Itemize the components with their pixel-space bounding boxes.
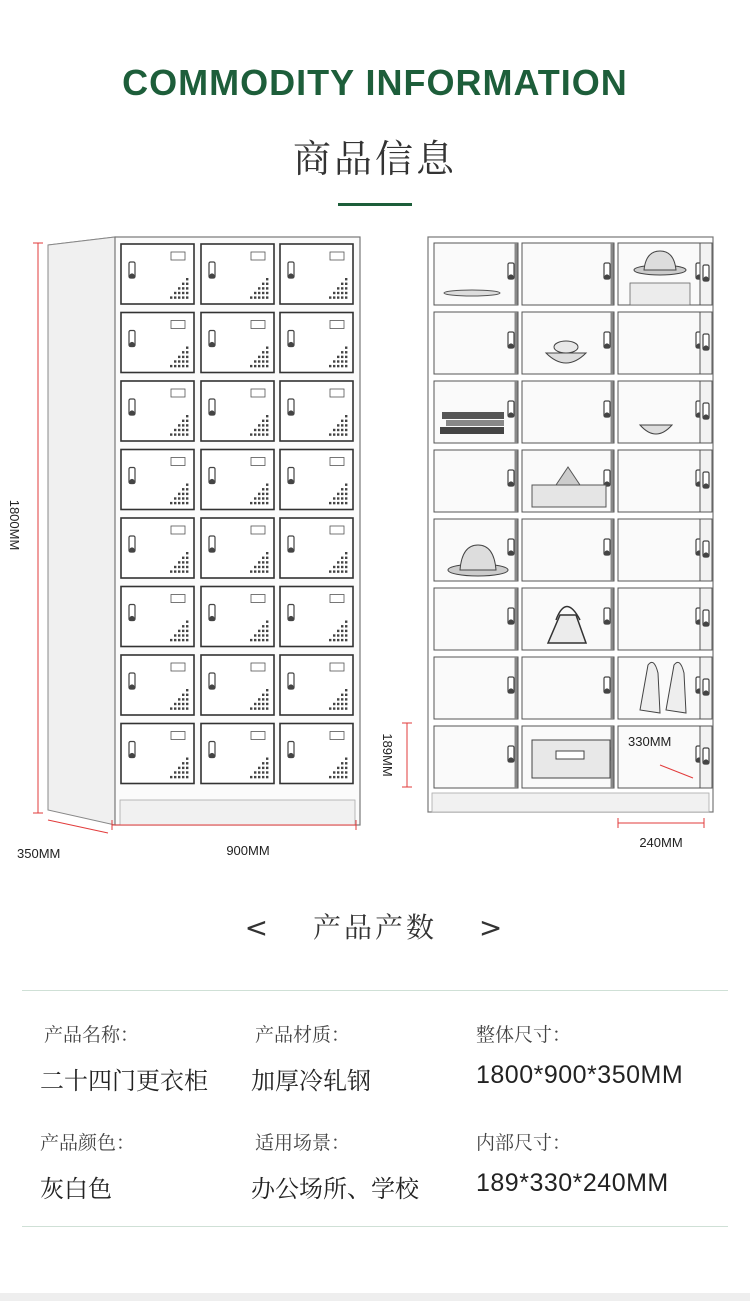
lock-icon — [508, 332, 514, 349]
open-door-edge — [700, 726, 712, 788]
lock-icon — [209, 468, 215, 485]
spec-product-name — [40, 1020, 208, 1096]
lock-icon — [703, 541, 709, 558]
spec-value: 189*330*240MM — [476, 1169, 669, 1197]
locker-door — [280, 587, 353, 647]
params-title-text: 产品产数 — [312, 911, 437, 944]
lock-icon — [703, 403, 709, 420]
lock-icon — [129, 468, 135, 485]
storage-box-item — [556, 751, 584, 759]
page-title-en: COMMODITY INFORMATION — [122, 62, 628, 103]
locker-door — [201, 244, 274, 304]
locker-door — [280, 518, 353, 578]
spec-label: 产品材质： — [255, 1024, 351, 1046]
locker-door — [280, 381, 353, 441]
open-door-edge — [700, 519, 712, 581]
lock-icon — [508, 539, 514, 556]
spec-overall-size — [476, 1020, 683, 1090]
lock-icon — [288, 399, 294, 416]
lock-icon — [209, 262, 215, 279]
lock-icon — [209, 673, 215, 690]
compartment — [434, 726, 518, 788]
spec-label: 适用场景： — [255, 1132, 351, 1154]
compartment-depth-label: 240MM — [639, 835, 683, 850]
spec-label: 内部尺寸： — [476, 1132, 572, 1154]
lock-icon — [604, 263, 610, 280]
spec-label: 产品颜色： — [40, 1132, 136, 1154]
open-door-edge — [700, 312, 712, 374]
spec-label: 产品名称： — [44, 1024, 140, 1046]
compartment-height-label: 189MM — [380, 733, 395, 777]
lock-icon — [288, 742, 294, 759]
compartment — [618, 450, 706, 512]
spec-color — [40, 1128, 135, 1204]
compartment — [522, 657, 614, 719]
lock-icon — [209, 399, 215, 416]
lock-icon — [604, 332, 610, 349]
lock-icon — [129, 673, 135, 690]
spec-value: 加厚冷轧钢 — [251, 1067, 371, 1095]
lock-icon — [508, 401, 514, 418]
lock-icon — [604, 677, 610, 694]
compartment — [434, 450, 518, 512]
title-underline — [338, 203, 412, 206]
open-door-edge — [700, 243, 712, 305]
lock-icon — [703, 265, 709, 282]
page-title-cn: 商品信息 — [292, 137, 457, 181]
lock-icon — [703, 334, 709, 351]
compartment — [434, 312, 518, 374]
locker-door — [121, 587, 194, 647]
compartment — [434, 657, 518, 719]
locker-door — [280, 655, 353, 715]
locker-door — [280, 724, 353, 784]
compartment — [618, 312, 706, 374]
locker-door — [201, 724, 274, 784]
height-label: 1800MM — [7, 499, 22, 551]
compartment — [618, 381, 706, 443]
lock-icon — [604, 608, 610, 625]
lock-icon — [129, 399, 135, 416]
compartment-width-label: 330MM — [628, 734, 672, 749]
locker-door — [280, 244, 353, 304]
lock-icon — [288, 331, 294, 348]
books-item — [446, 420, 504, 426]
lock-icon — [288, 262, 294, 279]
compartment — [522, 243, 614, 305]
locker-door — [201, 313, 274, 373]
locker-door — [121, 518, 194, 578]
lock-icon — [508, 470, 514, 487]
locker-door — [280, 313, 353, 373]
plate-item — [444, 290, 500, 296]
lock-icon — [288, 673, 294, 690]
lock-icon — [129, 742, 135, 759]
locker-door — [121, 313, 194, 373]
lock-icon — [129, 262, 135, 279]
compartment — [522, 519, 614, 581]
locker-door — [201, 450, 274, 510]
locker-door — [201, 381, 274, 441]
lock-icon — [288, 536, 294, 553]
bowl-item — [554, 341, 578, 353]
compartment — [618, 657, 706, 719]
compartment — [434, 588, 518, 650]
lock-icon — [508, 608, 514, 625]
lock-icon — [288, 605, 294, 622]
lock-icon — [508, 263, 514, 280]
spec-inner-size — [476, 1128, 669, 1198]
locker-door — [121, 450, 194, 510]
locker-door — [201, 655, 274, 715]
towel-item — [532, 485, 606, 507]
box-item — [630, 283, 690, 305]
closed-locker — [48, 237, 360, 825]
open-door-edge — [700, 657, 712, 719]
locker-door — [121, 655, 194, 715]
spec-value: 二十四门更衣柜 — [40, 1067, 208, 1095]
compartment — [618, 519, 706, 581]
lock-icon — [703, 679, 709, 696]
compartment — [618, 588, 706, 650]
open-door-edge — [700, 450, 712, 512]
lock-icon — [508, 746, 514, 763]
chevron-left-icon: < — [244, 911, 272, 944]
divider-top — [22, 990, 728, 991]
spec-value: 办公场所、学校 — [251, 1175, 419, 1203]
lock-icon — [129, 605, 135, 622]
lock-icon — [209, 742, 215, 759]
locker-door — [121, 724, 194, 784]
lock-icon — [604, 401, 610, 418]
locker-door — [201, 518, 274, 578]
lock-icon — [288, 468, 294, 485]
lock-icon — [129, 331, 135, 348]
spec-scenario — [251, 1128, 419, 1204]
locker-illustration — [0, 225, 750, 875]
lock-icon — [604, 470, 610, 487]
footer-band — [0, 1293, 750, 1301]
lock-icon — [703, 610, 709, 627]
lock-icon — [508, 677, 514, 694]
width-label: 900MM — [226, 843, 270, 858]
open-door-edge — [700, 381, 712, 443]
locker-door — [121, 381, 194, 441]
locker-door — [280, 450, 353, 510]
spec-material — [251, 1020, 371, 1096]
spec-label: 整体尺寸： — [476, 1024, 572, 1046]
params-title — [0, 906, 750, 946]
books-item — [440, 427, 504, 434]
chevron-right-icon: > — [478, 911, 506, 944]
open-door-edge — [700, 588, 712, 650]
lock-icon — [209, 605, 215, 622]
lock-icon — [604, 539, 610, 556]
lock-icon — [703, 748, 709, 765]
depth-label: 350MM — [17, 846, 61, 861]
open-locker — [428, 237, 713, 812]
lock-icon — [209, 331, 215, 348]
spec-value: 1800*900*350MM — [476, 1061, 684, 1089]
locker-door — [121, 244, 194, 304]
books-item — [442, 412, 504, 419]
locker-door — [201, 587, 274, 647]
lock-icon — [129, 536, 135, 553]
compartment — [522, 381, 614, 443]
spec-value: 灰白色 — [40, 1175, 112, 1203]
lock-icon — [703, 472, 709, 489]
lock-icon — [209, 536, 215, 553]
divider-bottom — [22, 1226, 728, 1227]
